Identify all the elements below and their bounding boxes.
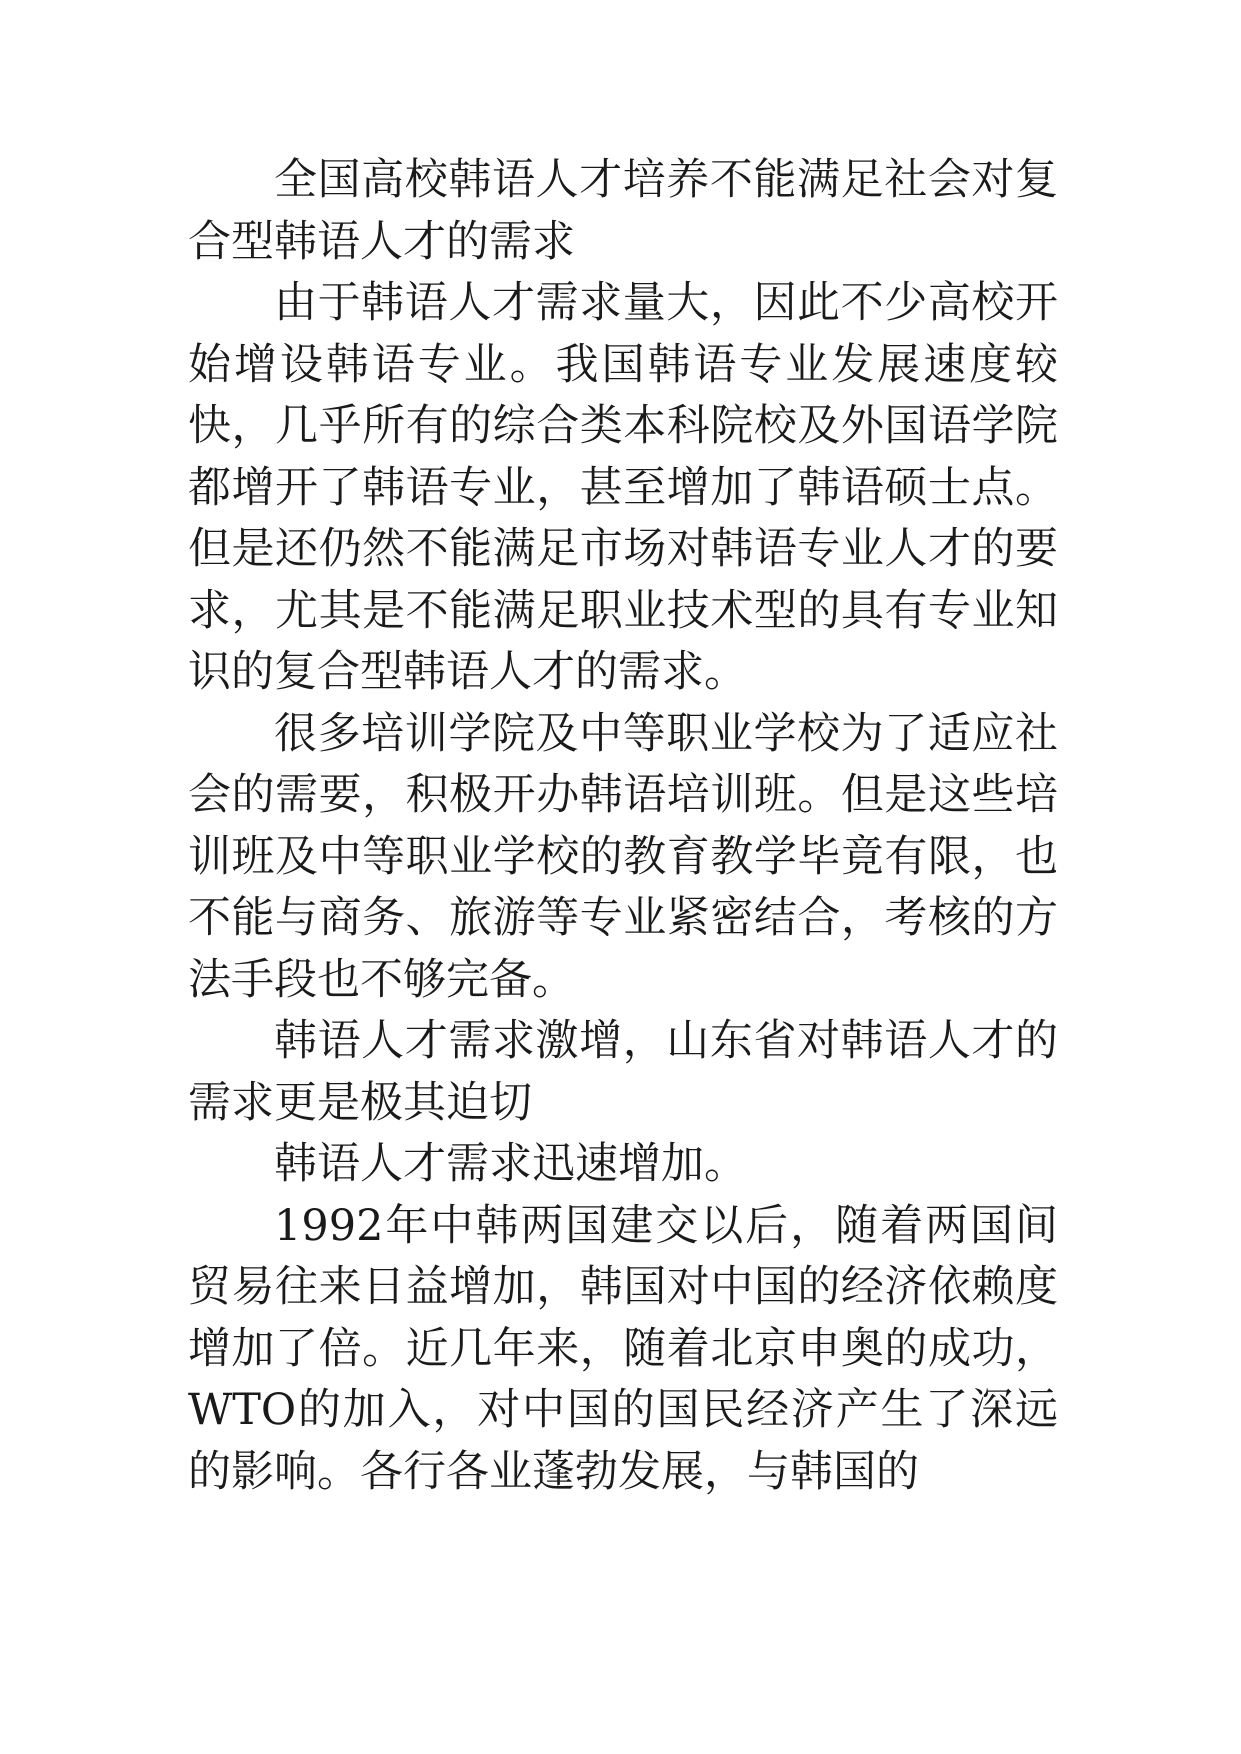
body-paragraph-1: 由于韩语人才需求量大，因此不少高校开始增设韩语专业。我国韩语专业发展速度较快，几乎所有的综合类本科院校及外国语学院都增开了韩语专业，甚至增加了韩语硕士点。但是还仍然不能满足市场对韩语专业人才的要求，尤其是不能满足职业技术型的具有专业知识的复合型韩语人才的需求。 [188,278,1058,697]
body-paragraph-3: 韩语人才需求迅速增加。 [274,1139,747,1189]
body-paragraph-2: 很多培训学院及中等职业学校为了适应社会的需要，积极开办韩语培训班。但是这些培训班及中等职业学校的教育教学毕竟有限，也不能与商务、旅游等专业紧密结合，考核的方法手段也不够完备。 [188,708,1058,1005]
document-body [188,150,1058,1503]
heading-paragraph-1: 全国高校韩语人才培养不能满足社会对复合型韩语人才的需求 [188,155,1058,267]
heading-paragraph-2: 韩语人才需求激增，山东省对韩语人才的需求更是极其迫切 [188,1016,1058,1128]
body-paragraph-4: 1992年中韩两国建交以后，随着两国间贸易往来日益增加，韩国对中国的经济依赖度增加了倍。近几年来，随着北京申奥的成功，WTO的加入，对中国的国民经济产生了深远的影响。各行各业蓬勃发展，与韩国的 [188,1200,1058,1497]
